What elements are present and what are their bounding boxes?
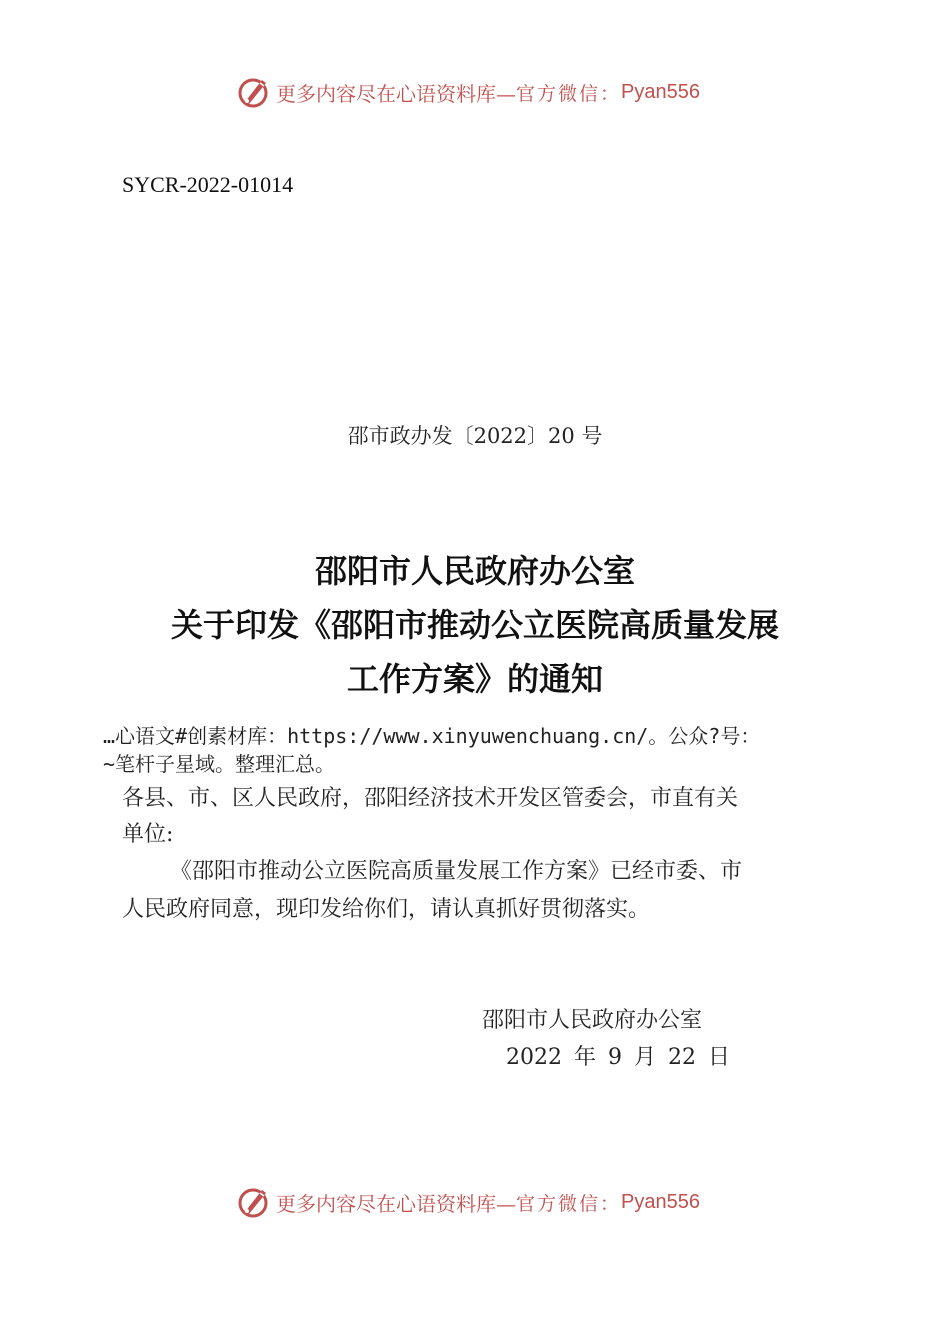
body-line-2: 人民政府同意，现印发给你们，请认真抓好贯彻落实。 — [122, 897, 651, 922]
document-code: SYCR-2022-01014 — [122, 172, 294, 197]
banner-text: 更多内容尽在心语资料库— — [276, 81, 516, 106]
banner-wechat-label: 官方微信： — [516, 82, 622, 105]
feather-pen-logo-icon — [236, 74, 272, 110]
document-number: 邵市政办发〔2022〕20 号 — [347, 424, 603, 448]
date-year: 2022 — [506, 1045, 562, 1070]
feather-pen-logo-icon — [236, 1184, 272, 1220]
header-banner — [236, 72, 756, 112]
recipients-line-1: 各县、市、区人民政府，邵阳经济技术开发区管委会，市直有关 — [122, 786, 739, 811]
body-line-1: 《邵阳市推动公立医院高质量发展工作方案》已经市委、市 — [170, 859, 743, 884]
date-day-unit: 日 — [708, 1045, 731, 1070]
date-year-unit: 年 — [574, 1045, 597, 1070]
title-line-2: 关于印发《邵阳市推动公立医院高质量发展 — [170, 606, 779, 644]
footer-banner-text: 更多内容尽在心语资料库— — [276, 1191, 516, 1216]
watermark-line-1: …心语文#创素材库：https://www.xinyuwenchuang.cn/。公众?号： — [103, 724, 761, 748]
title-line-3: 工作方案》的通知 — [346, 660, 603, 698]
signature-date — [506, 1040, 730, 1071]
title-line-1: 邵阳市人民政府办公室 — [314, 552, 635, 590]
watermark-line-2: ~笔杆子星域。整理汇总。 — [103, 752, 336, 776]
footer-banner-wechat-label: 官方微信： — [516, 1192, 622, 1215]
signature-org: 邵阳市人民政府办公室 — [482, 1008, 703, 1033]
recipients-line-2: 单位: — [122, 822, 174, 847]
footer-banner-wechat-id: Pyan556 — [621, 1190, 700, 1213]
footer-banner — [236, 1182, 756, 1222]
date-month-unit: 月 — [634, 1045, 657, 1070]
date-day: 22 — [668, 1045, 697, 1070]
banner-wechat-id: Pyan556 — [621, 80, 700, 103]
date-month: 9 — [608, 1045, 623, 1070]
